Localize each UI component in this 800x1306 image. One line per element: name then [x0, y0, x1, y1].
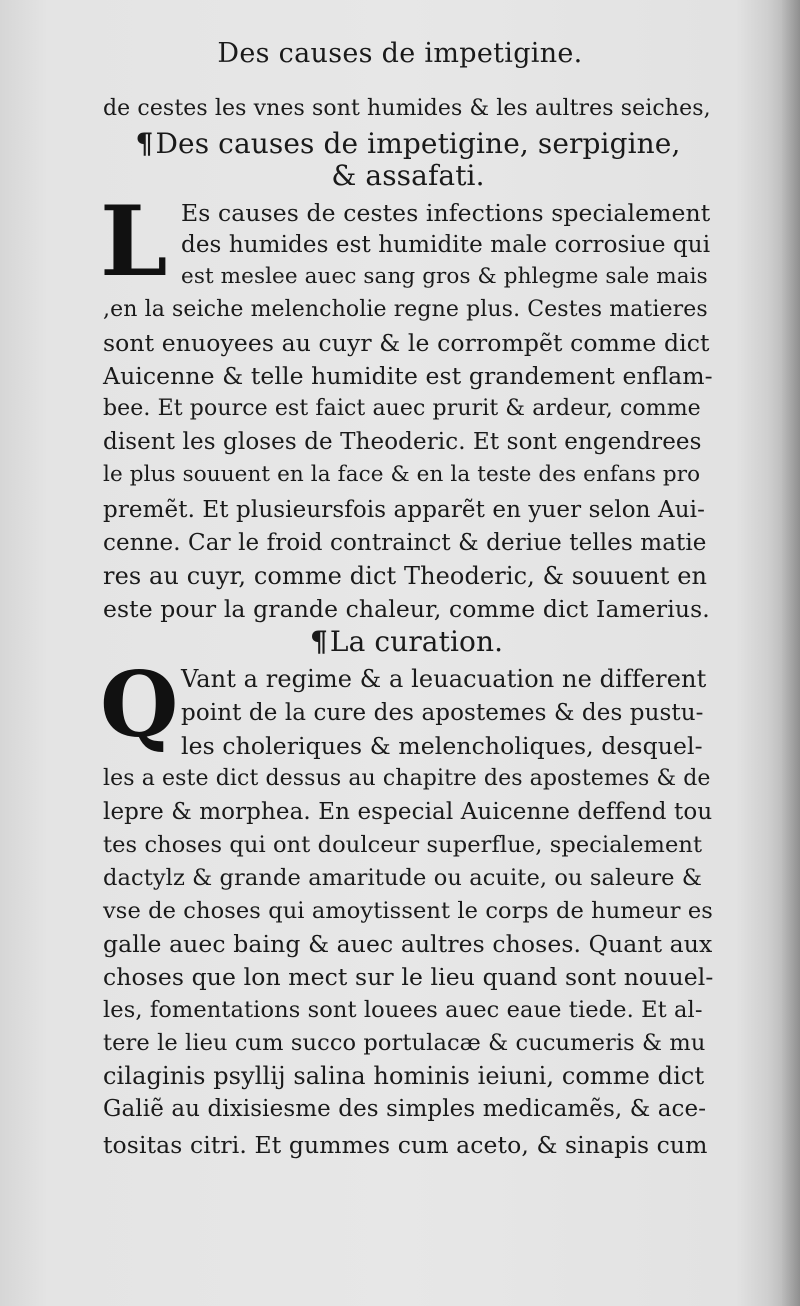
text-line: vse de choses qui amoytissent le corps de humeur es	[103, 898, 713, 924]
section-heading	[310, 625, 610, 659]
section-heading-line2: & assafati.	[331, 159, 485, 192]
drop-cap-l: L	[100, 185, 168, 298]
text-line: tere le lieu cum succo portulacæ & cucumeris & mu	[103, 1030, 706, 1056]
section-heading-text: Des causes de impetigine, serpigine,	[155, 127, 681, 160]
text-line: les choleriques & melencholiques, desquel-	[181, 732, 703, 760]
running-header: Des causes de impetigine.	[217, 38, 583, 69]
text-line: cilaginis psyllij salina hominis ieiuni, comme dict	[103, 1062, 705, 1090]
text-line: tositas citri. Et gummes cum aceto, & sinapis cum	[103, 1131, 708, 1159]
text-line: Es causes de cestes infections specialement	[181, 199, 711, 227]
text-line: est meslee auec sang gros & phlegme sale mais	[181, 264, 708, 289]
text-line: le plus souuent en la face & en la teste des enfans pro	[103, 462, 701, 487]
text-line: disent les gloses de Theoderic. Et sont engendrees	[103, 429, 702, 455]
text-line: galle auec baing & auec aultres choses. Quant aux	[103, 930, 713, 958]
text-line: tes choses qui ont doulceur superflue, specialement	[103, 832, 703, 858]
drop-cap-q: Q	[100, 652, 179, 758]
text-line: cenne. Car le froid contrainct & deriue telles matie	[103, 530, 707, 556]
page-gutter-shadow	[782, 0, 800, 1306]
text-line: point de la cure des apostemes & des pustu-	[181, 700, 704, 726]
text-line: ,en la seiche melencholie regne plus. Cestes matieres	[103, 297, 708, 322]
pilcrow-icon: ¶	[310, 625, 328, 658]
text-line: de cestes les vnes sont humides & les aultres seiches,	[103, 96, 711, 121]
text-line: les a este dict dessus au chapitre des apostemes & de	[103, 766, 711, 791]
text-line: res au cuyr, comme dict Theoderic, & souuent en	[103, 562, 708, 590]
text-line: este pour la grande chaleur, comme dict Iamerius.	[103, 595, 710, 623]
text-line: lepre & morphea. En especial Auicenne deffend tou	[103, 799, 713, 825]
text-line: Galiẽ au dixisiesme des simples medicamẽs, & ace-	[103, 1096, 707, 1122]
text-line: premẽt. Et plusieursfois apparẽt en yuer selon Aui-	[103, 497, 705, 523]
text-line: Vant a regime & a leuacuation ne different	[181, 665, 707, 693]
section-heading-text: La curation.	[329, 625, 504, 658]
section-heading	[103, 127, 713, 161]
text-line: sont enuoyees au cuyr & le corrompẽt comme dict	[103, 329, 710, 357]
text-line: des humides est humidite male corrosiue qui	[181, 232, 711, 258]
text-line: bee. Et pource est faict auec prurit & ardeur, comme	[103, 396, 701, 421]
pilcrow-icon: ¶	[135, 127, 154, 160]
text-line: choses que lon mect sur le lieu quand sont nouuel-	[103, 963, 714, 991]
text-line: Auicenne & telle humidite est grandement enflam-	[103, 362, 713, 390]
text-line: les, fomentations sont louees auec eaue tiede. Et al-	[103, 997, 703, 1023]
text-line: dactylz & grande amaritude ou acuite, ou saleure &	[103, 865, 702, 891]
